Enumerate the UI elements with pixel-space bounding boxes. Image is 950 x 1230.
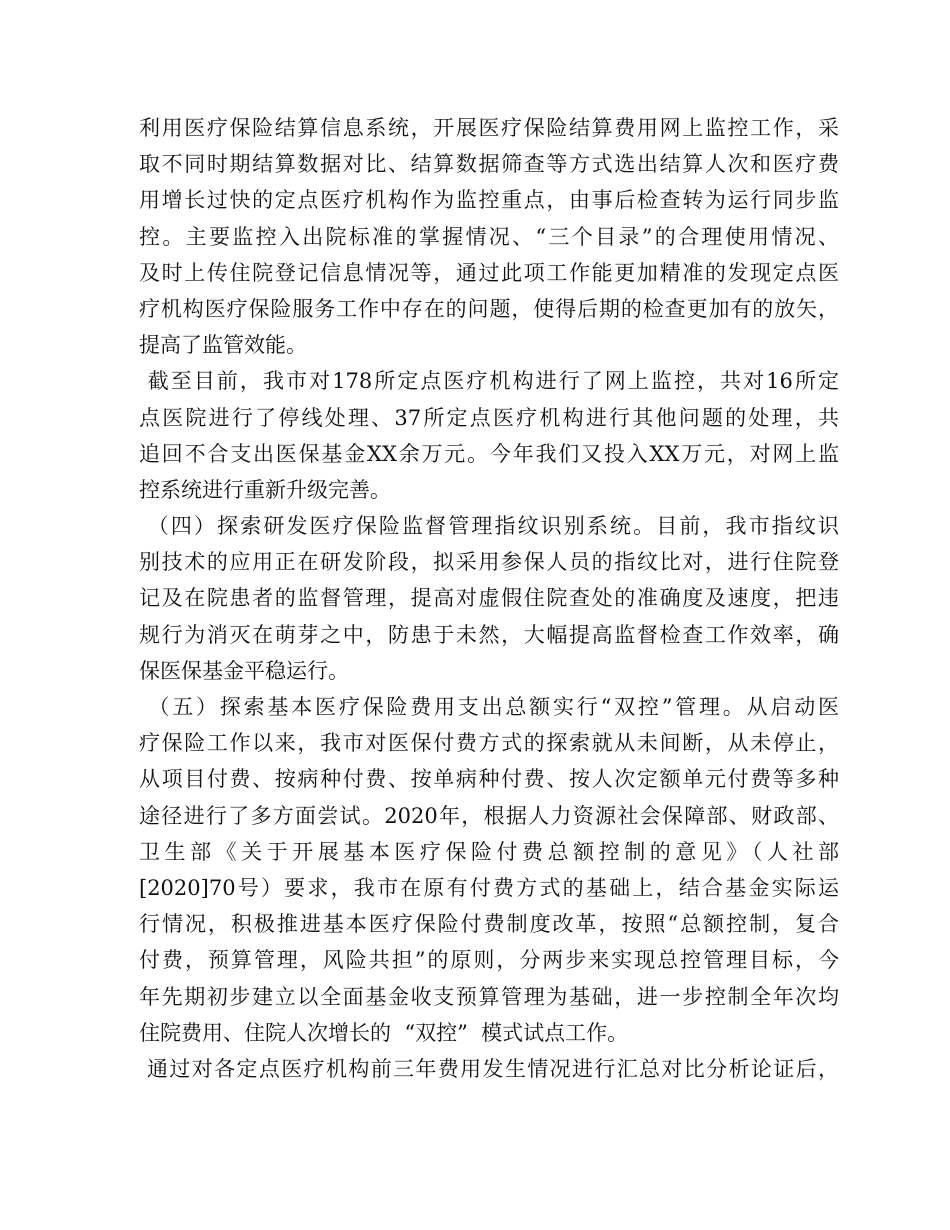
text-line: 从项目付费、按病种付费、按单病种付费、按人次定额单元付费等多种: [139, 767, 839, 792]
text-line: 行情况，积极推进基本医疗保险付费制度改革，按照“总额控制，复合: [139, 912, 839, 937]
document-body: [139, 110, 839, 1087]
text-line: [2020]70号）要求，我市在原有付费方式的基础上，结合基金实际运: [139, 875, 839, 900]
text-line: 利用医疗保险结算信息系统，开展医疗保险结算费用网上监控工作，采: [139, 116, 839, 140]
text-line: （五）探索基本医疗保险费用支出总额实行“双控”管理。从启动医: [139, 695, 839, 719]
text-line: 别技术的应用正在研发阶段，拟采用参保人员的指纹比对，进行住院登: [139, 550, 839, 575]
text-line: 通过对各定点医疗机构前三年费用发生情况进行汇总对比分析论证后，: [139, 1056, 839, 1081]
text-line: 年先期初步建立以全面基金收支预算管理为基础，进一步控制全年次均: [139, 984, 839, 1009]
text-line: 用增长过快的定点医疗机构作为监控重点，由事后检查转为运行同步监: [139, 188, 839, 213]
text-line: （四）探索研发医疗保险监督管理指纹识别系统。目前，我市指纹识: [139, 514, 839, 539]
text-line: 取不同时期结算数据对比、结算数据筛查等方式选出结算人次和医疗费: [139, 152, 839, 177]
text-line: 保医保基金平稳运行。: [139, 658, 349, 683]
text-line: 疗保险工作以来，我市对医保付费方式的探索就从未间断，从未停止，: [139, 731, 839, 756]
text-line: 记及在院患者的监督管理，提高对虚假住院查处的准确度及速度，把违: [139, 586, 839, 611]
text-line: 疗机构医疗保险服务工作中存在的问题，使得后期的检查更加有的放矢，: [139, 296, 839, 321]
text-line: 及时上传住院登记信息情况等，通过此项工作能更加精准的发现定点医: [139, 260, 839, 285]
text-line: 点医院进行了停线处理、37所定点医疗机构进行其他问题的处理，共: [139, 405, 839, 430]
text-line: 住院费用、住院人次增长的 “双控” 模式试点工作。: [139, 1020, 629, 1045]
text-line: 截至目前，我市对178所定点医疗机构进行了网上监控，共对16所定: [139, 369, 839, 394]
text-line: 提高了监管效能。: [139, 333, 307, 358]
text-line: 规行为消灭在萌芽之中，防患于未然，大幅提高监督检查工作效率，确: [139, 622, 839, 647]
text-line: 控系统进行重新升级完善。: [139, 477, 391, 502]
text-line: 追回不合支出医保基金XX余万元。今年我们又投入XX万元，对网上监: [139, 441, 839, 466]
text-line: 卫生部《关于开展基本医疗保险付费总额控制的意见》（人社部: [139, 839, 839, 864]
text-line: 途径进行了多方面尝试。2020年，根据人力资源社会保障部、财政部、: [139, 803, 839, 828]
text-line: 控。主要监控入出院标准的掌握情况、“三个目录”的合理使用情况、: [139, 224, 839, 249]
text-line: 付费，预算管理，风险共担”的原则，分两步来实现总控管理目标，今: [139, 948, 839, 973]
